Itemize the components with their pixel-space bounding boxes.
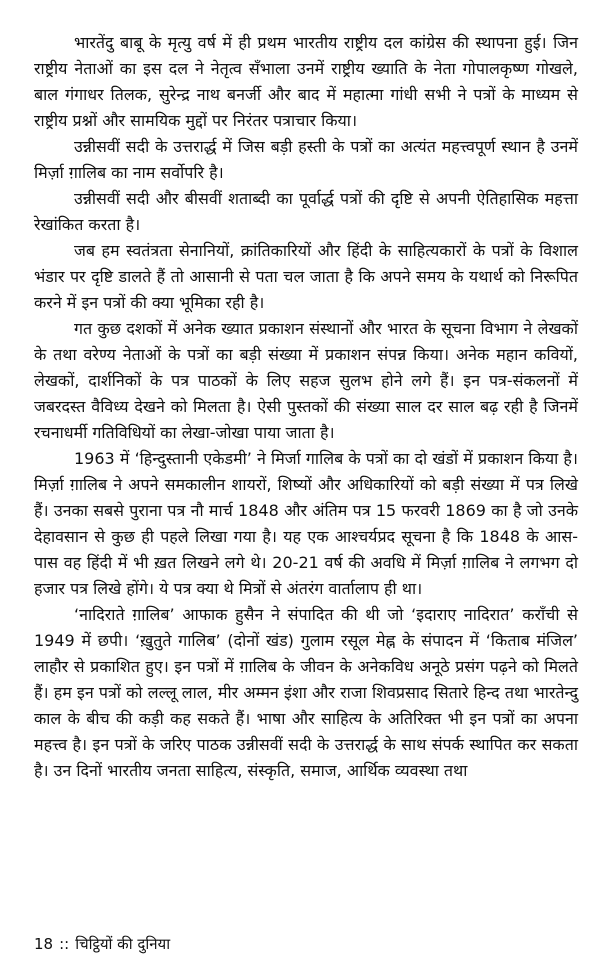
book-title: चिट्ठियों की दुनिया <box>75 935 171 953</box>
page-footer <box>34 934 170 954</box>
footer-separator: :: <box>59 935 70 953</box>
paragraph: उन्नीसवीं सदी के उत्तरार्द्ध में जिस बड़ी हस्ती के पत्रों का अत्यंत महत्त्वपूर्ण स्थान है उनमें मिर्ज़ा ग़ालिब का नाम सर्वोपरि है। <box>34 137 578 182</box>
paragraph: ‘नादिराते ग़ालिब’ आफाक हुसैन ने संपादित की थी जो ‘इदाराए नादिरात’ कराँची से 1949 में छपी। ‘ख़ुतुते गालिब’ (दोनों खंड) गुलाम रसूल मेह्न के संपादन में ‘किताब मंजिल’ लाहौर से प्रकाशित हुए। इन पत्रों में ग़ालिब के जीवन के अनेकविध अनूठे प्रसंग पढ़ने को मिलते हैं। हम इन पत्रों को लल्लू लाल, मीर अम्मन इंशा और राजा शिवप्रसाद सितारे हिन्द तथा भारतेन्दु काल के बीच की कड़ी कह सकते हैं। भाषा और साहित्य के अतिरिक्त भी इन पत्रों का अपना महत्त्व है। इन पत्रों के जरिए पाठक उन्नीसवीं सदी के उत्तरार्द्ध के साथ संपर्क स्थापित कर सकता है। उन दिनों भारतीय जनता साहित्य, संस्कृति, समाज, आर्थिक व्यवस्था तथा <box>34 605 578 780</box>
paragraph: भारतेंदु बाबू के मृत्यु वर्ष में ही प्रथम भारतीय राष्ट्रीय दल कांग्रेस की स्थापना हुई। जिन राष्ट्रीय नेताओं का इस दल ने नेतृत्व सँभाला उनमें राष्ट्रीय ख्याति के नेता गोपालकृष्ण गोखले, बाल गंगाधर तिलक, सुरेन्द्र नाथ बनर्जी और बाद में महात्मा गांधी सभी ने पत्रों के माध्यम से राष्ट्रीय प्रश्नों और सामयिक मुद्दों पर निरंतर पत्राचार किया। <box>34 33 578 130</box>
body-text <box>34 30 578 784</box>
paragraph: उन्नीसवीं सदी और बीसवीं शताब्दी का पूर्वार्द्ध पत्रों की दृष्टि से अपनी ऐतिहासिक महत्ता रेखांकित करता है। <box>34 189 578 234</box>
paragraph: गत कुछ दशकों में अनेक ख्यात प्रकाशन संस्थानों और भारत के सूचना विभाग ने लेखकों के तथा वरेण्य नेताओं के पत्रों का बड़ी संख्या में प्रकाशन संपन्न किया। अनेक महान कवियों, लेखकों, दार्शनिकों के पत्र पाठकों के लिए सहज सुलभ होने लगे हैं। इन पत्र-संकलनों में जबरदस्त वैविध्य देखने को मिलता है। ऐसी पुस्तकों की संख्या साल दर साल बढ़ रही है जिनमें रचनाधर्मी गतिविधियों का लेखा-जोखा पाया जाता है। <box>34 319 578 442</box>
page-number: 18 <box>34 935 54 953</box>
paragraph: 1963 में ‘हिन्दुस्तानी एकेडमी’ ने मिर्जा गालिब के पत्रों का दो खंडों में प्रकाशन किया है। मिर्ज़ा ग़ालिब ने अपने समकालीन शायरों, शिष्यों और अधिकारियों को बड़ी संख्या में पत्र लिखे हैं। उनका सबसे पुराना पत्र नौ मार्च 1848 और अंतिम पत्र 15 फरवरी 1869 का है जो उनके देहावसान से कुछ ही पहले लिखा गया है। यह एक आश्चर्यप्रद सूचना है कि 1848 के आस- पास वह हिंदी में भी ख़त लिखने लगे थे। 20-21 वर्ष की अवधि में मिर्ज़ा ग़ालिब ने लगभग दो हजार पत्र लिखे होंगे। ये पत्र क्या थे मित्रों से अंतरंग वार्तालाप ही था। <box>34 449 578 598</box>
paragraph: जब हम स्वतंत्रता सेनानियों, क्रांतिकारियों और हिंदी के साहित्यकारों के पत्रों के विशाल भंडार पर दृष्टि डालते हैं तो आसानी से पता चल जाता है कि अपने समय के यथार्थ को निरूपित करने में इन पत्रों की क्या भूमिका रही है। <box>34 241 578 312</box>
